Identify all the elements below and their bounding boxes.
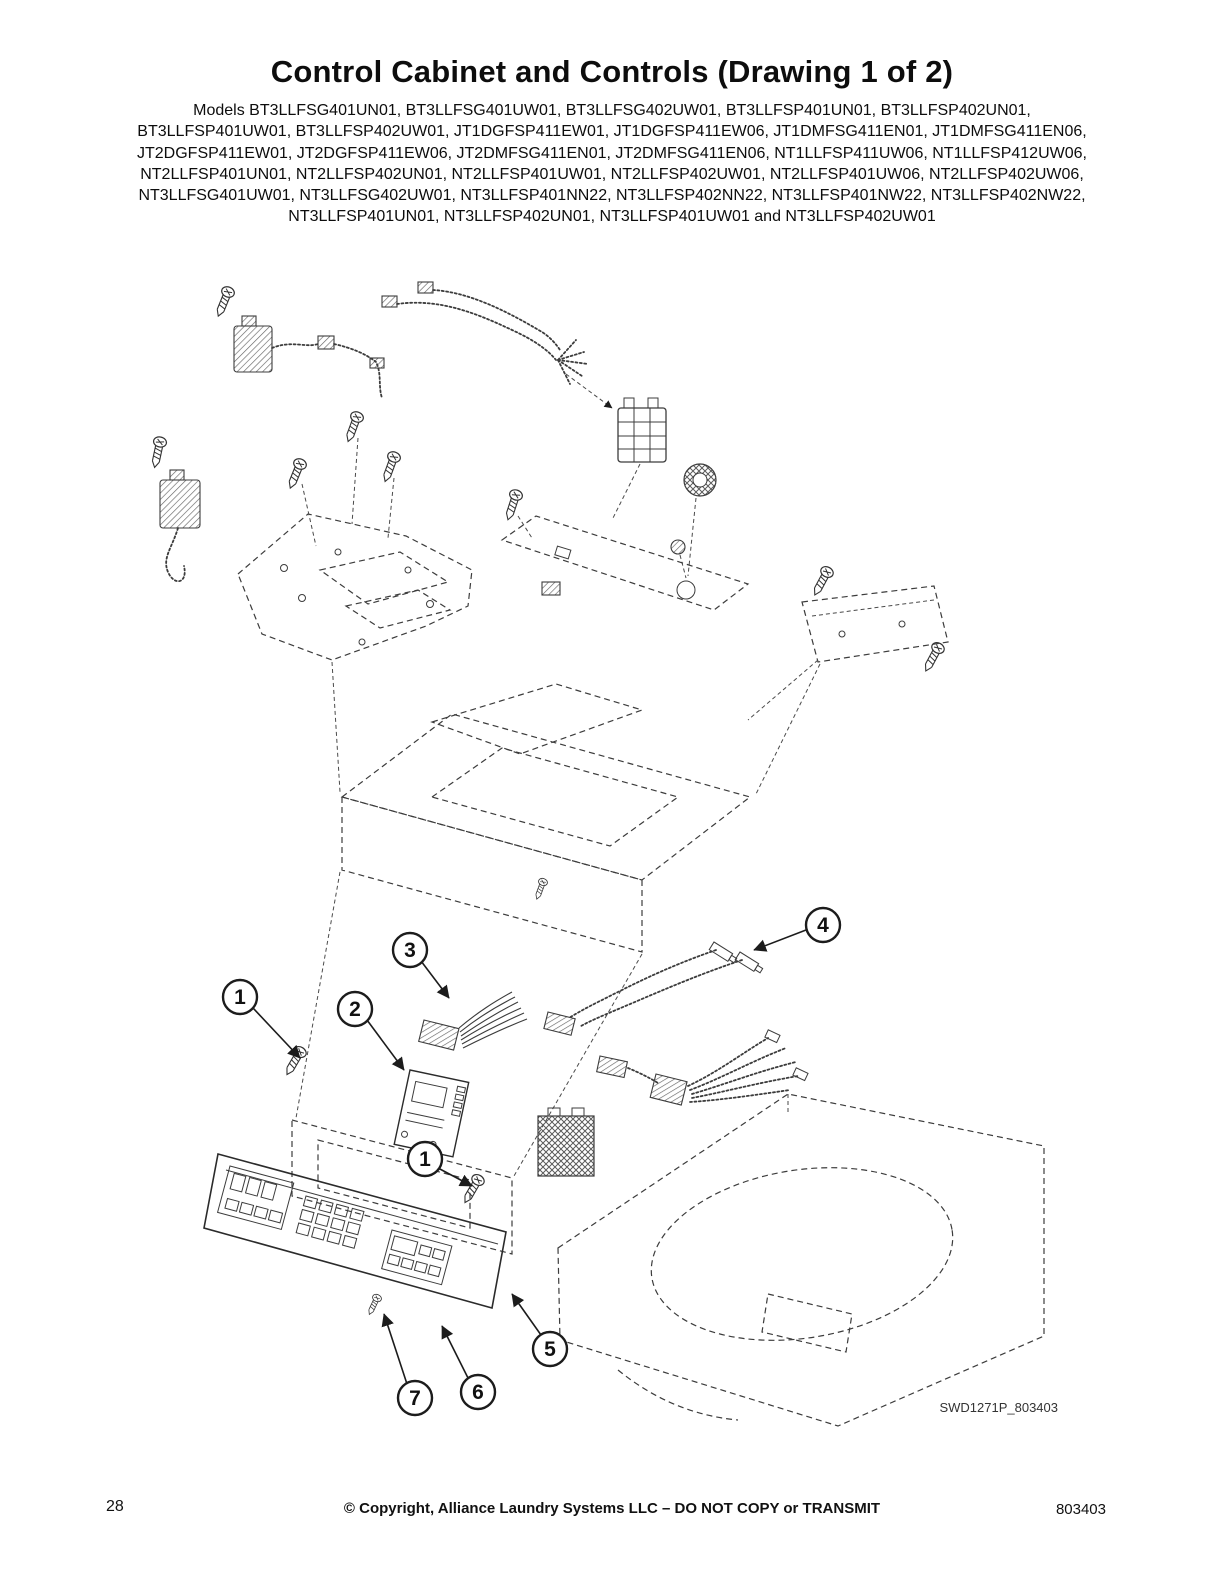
screw-icon: [342, 410, 365, 444]
callout-7: [384, 1314, 432, 1415]
wire-harness-left: [148, 436, 200, 581]
screw-icon: [212, 285, 236, 319]
callout-label: 3: [404, 939, 416, 962]
document-number: 803403: [1055, 1501, 1106, 1518]
mounting-bracket: [238, 438, 472, 660]
cabinet-top: [558, 1094, 1044, 1426]
callout-2: [338, 992, 404, 1070]
callout-1: [223, 980, 300, 1058]
callout-label: 2: [349, 998, 361, 1021]
callout-label: 5: [544, 1338, 556, 1361]
copyright-notice: © Copyright, Alliance Laundry Systems LLC – DO NOT COPY or TRANSMIT: [343, 1500, 881, 1517]
screw-icon: [459, 1172, 486, 1205]
top-trim-bracket: [502, 516, 748, 610]
page-title: Control Cabinet and Controls (Drawing 1 of 2): [270, 54, 954, 89]
screw-icon: [284, 457, 308, 491]
callout-label: 6: [472, 1381, 484, 1404]
control-panel: [204, 1154, 506, 1316]
wire-harness-upper-left: [212, 285, 384, 398]
module-block: [538, 1108, 594, 1176]
screw-icon: [148, 436, 167, 469]
screw-icon: [502, 488, 524, 521]
wire-assembly-4: [544, 942, 764, 1035]
exploded-view-diagram: [0, 252, 1224, 1442]
multi-pin-connector: [612, 398, 666, 520]
wire-harness-3: [419, 992, 527, 1050]
callout-label: 1: [419, 1148, 431, 1171]
screw-icon: [532, 877, 548, 901]
screw-icon: [809, 565, 835, 598]
screw-icon: [379, 450, 402, 484]
control-hood: [332, 662, 750, 952]
rear-bracket: [748, 565, 948, 794]
panel-display: [218, 1166, 294, 1229]
grommet: [671, 540, 686, 578]
callout-label: 1: [234, 986, 246, 1009]
models-list: Models BT3LLFSG401UN01, BT3LLFSG401UW01, BT3LLFSG402UW01, BT3LLFSP401UN01, BT3LLFSP402UN01, BT3LLFSP401UW01, BT3LLFSP402UW01, JT1DGFSP411EW01, JT1DGFSP411EW06, JT1DMFSG411EN01, JT1DMFSG411EN06, JT2DGFSP411EW01, JT2DGFSP411EW06, JT2DMFSG411EN01, JT2DMFSG411EN06, NT1LLFSP411UW06, NT1LLFSP412UW06, NT2LLFSP401UN01, NT2LLFSP402UN01, NT2LLFSP401UW01, NT2LLFSP402UW01, NT2LLFSP401UW06, NT2LLFSP402UW06, NT3LLFSG401UW01, NT3LLFSG402UW01, NT3LLFSP401NN22, NT3LLFSP402NN22, NT3LLFSP401NW22, NT3LLFSP402NW22, NT3LLFSP401UN01, NT3LLFSP402UN01, NT3LLFSP401UW01 and NT3LLFSP402UW01: [137, 102, 1087, 226]
callout-3: [393, 933, 449, 998]
screw-icon: [365, 1293, 382, 1317]
callout-label: 7: [409, 1387, 421, 1410]
callout-5: [512, 1294, 567, 1366]
retainer-ring: [684, 464, 716, 576]
callout-label: 4: [817, 914, 829, 937]
callout-6: [442, 1326, 495, 1409]
callout-4: [754, 908, 840, 950]
panel-keypad: [296, 1196, 364, 1248]
page-number: 28: [106, 1498, 124, 1515]
wire-harness-right: [597, 1030, 808, 1105]
wire-bundle-top: [382, 282, 612, 408]
panel-subdisplay: [382, 1230, 452, 1285]
drawing-id: SWD1271P_803403: [939, 1400, 1058, 1415]
